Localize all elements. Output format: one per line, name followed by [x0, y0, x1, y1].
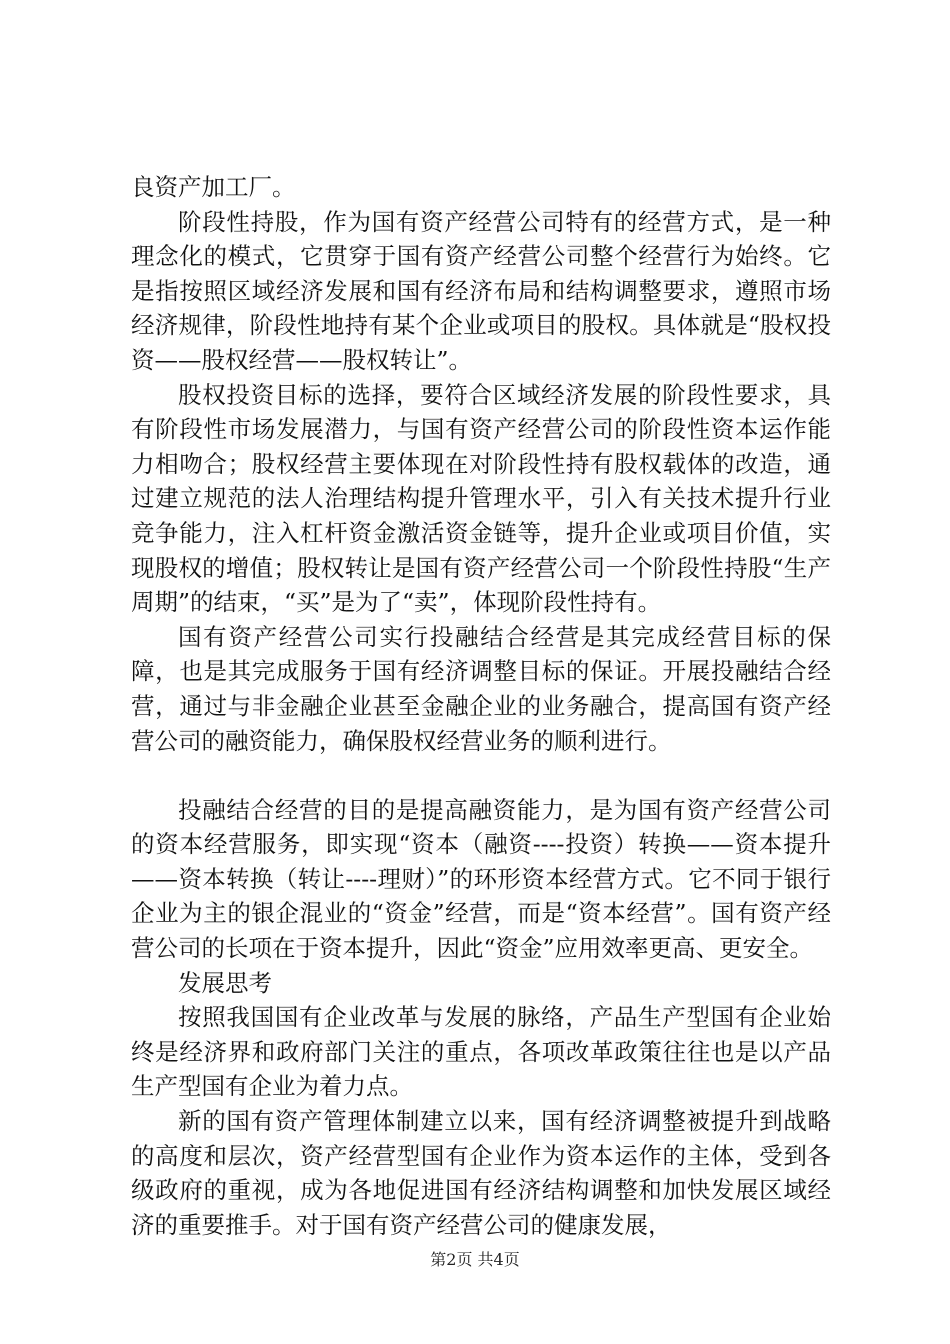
paragraph-5: 投融结合经营的目的是提高融资能力，是为国有资产经营公司的资本经营服务，即实现“资本（融资----投资）转换——资本提升——资本转换（转让----理财）”的环形资本经营方式。它不同于银行企业为主的银企混业的“资金”经营，而是“资本经营”。国有资产经营公司的长项在于资本提升，因此“资金”应用效率更高、更安全。: [131, 795, 831, 963]
document-body: [131, 170, 831, 1242]
paragraph-6: 按照我国国有企业改革与发展的脉络，产品生产型国有企业始终是经济界和政府部门关注的重点，各项改革政策往往也是以产品生产型国有企业为着力点。: [131, 1003, 831, 1101]
paragraph-2: 阶段性持股，作为国有资产经营公司特有的经营方式，是一种理念化的模式，它贯穿于国有资产经营公司整个经营行为始终。它是指按照区域经济发展和国有经济布局和结构调整要求，遵照市场经济规律，阶段性地持有某个企业或项目的股权。具体就是“股权投资——股权经营——股权转让”。: [131, 207, 831, 374]
page-number-footer: 第2页 共4页: [430, 1250, 520, 1269]
paragraph-1: 良资产加工厂。: [131, 173, 296, 201]
paragraph-3: 股权投资目标的选择，要符合区域经济发展的阶段性要求，具有阶段性市场发展潜力，与国有资产经营公司的阶段性资本运作能力相吻合；股权经营主要体现在对阶段性持有股权载体的改造，通过建立规范的法人治理结构提升管理水平，引入有关技术提升行业竞争能力，注入杠杆资金激活资金链等，提升企业或项目价值，实现股权的增值；股权转让是国有资产经营公司一个阶段性持股“生产周期”的结束，“买”是为了“卖”，体现阶段性持有。: [131, 380, 831, 617]
paragraph-4: 国有资产经营公司实行投融结合经营是其完成经营目标的保障，也是其完成服务于国有经济调整目标的保证。开展投融结合经营，通过与非金融企业甚至金融企业的业务融合，提高国有资产经营公司的融资能力，确保股权经营业务的顺利进行。: [131, 622, 831, 755]
section-heading: 发展思考: [178, 968, 272, 997]
paragraph-7: 新的国有资产管理体制建立以来，国有经济调整被提升到战略的高度和层次，资产经营型国有企业作为资本运作的主体，受到各级政府的重视，成为各地促进国有经济结构调整和加快发展区域经济的重要推手。对于国有资产经营公司的健康发展，: [131, 1107, 831, 1239]
